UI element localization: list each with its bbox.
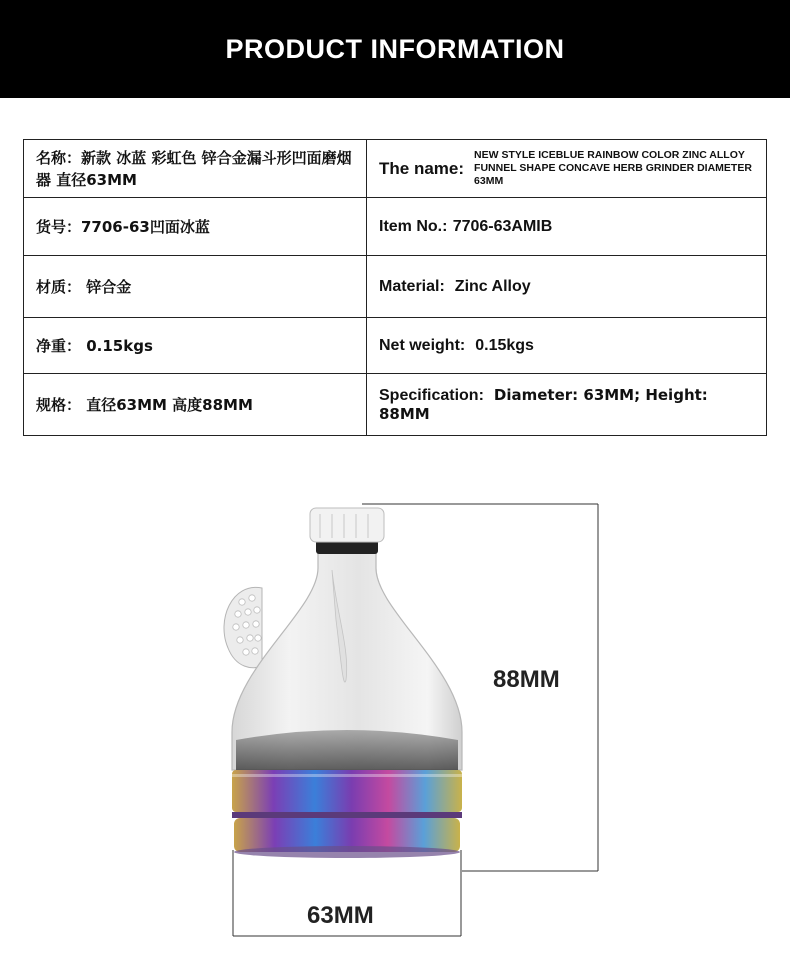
table-row bbox=[24, 198, 767, 256]
item-no-label: Item No.: bbox=[379, 218, 448, 235]
table-row bbox=[24, 318, 767, 374]
material-cn: 材质： 锌合金 bbox=[36, 277, 132, 296]
specification-value: Diameter: 63MM; Height: 88MM bbox=[379, 386, 708, 423]
item-no-cn: 货号：7706-63凹面冰蓝 bbox=[36, 217, 210, 236]
diameter-label: 63MM bbox=[307, 902, 374, 929]
page-title: PRODUCT INFORMATION bbox=[225, 33, 565, 64]
grinder-illustration bbox=[0, 470, 790, 951]
cap bbox=[310, 508, 384, 542]
specification-label: Specification: bbox=[379, 387, 484, 404]
specification-cn: 规格： 直径63MM 高度88MM bbox=[36, 395, 253, 414]
table-row bbox=[24, 374, 767, 436]
spec-table bbox=[23, 139, 767, 436]
name-cn-cell bbox=[24, 140, 367, 198]
material-label: Material: bbox=[379, 278, 445, 295]
net-weight-value: 0.15kgs bbox=[475, 337, 534, 354]
name-en-value: NEW STYLE ICEBLUE RAINBOW COLOR ZINC ALLOY FUNNEL SHAPE CONCAVE HERB GRINDER DIAMETER 63MM bbox=[474, 149, 752, 187]
table-row bbox=[24, 256, 767, 318]
band-separator bbox=[232, 812, 462, 818]
name-en-cell bbox=[367, 140, 767, 198]
grinder-interior bbox=[236, 730, 458, 770]
table-row bbox=[24, 140, 767, 198]
net-weight-label: Net weight: bbox=[379, 337, 466, 354]
material-value: Zinc Alloy bbox=[454, 278, 531, 295]
product-image-area bbox=[0, 470, 790, 951]
name-en-label: The name: bbox=[379, 158, 465, 178]
height-label: 88MM bbox=[493, 666, 560, 693]
name-cn: 名称：新款 冰蓝 彩虹色 锌合金漏斗形凹面磨烟器 直径63MM bbox=[36, 148, 352, 189]
header-banner bbox=[0, 0, 790, 98]
item-no-value: 7706-63AMIB bbox=[452, 218, 553, 235]
net-weight-cn: 净重： 0.15kgs bbox=[36, 336, 153, 355]
